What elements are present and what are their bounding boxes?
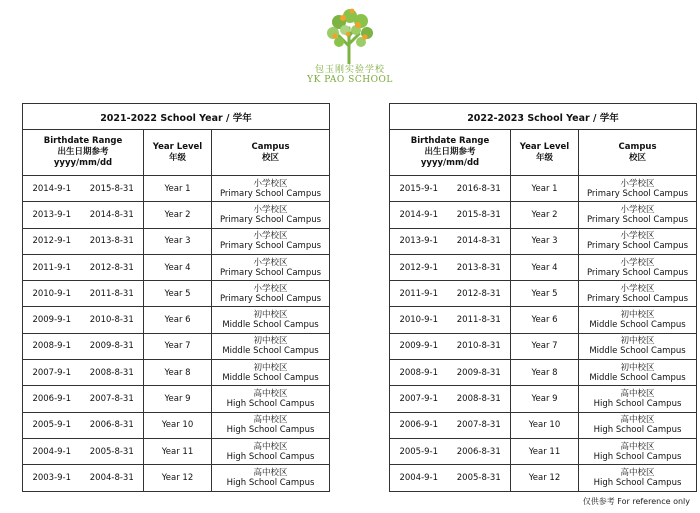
- campus: [212, 254, 330, 280]
- campus: [579, 202, 697, 228]
- campus: [212, 438, 330, 464]
- birthdate-to: 2007-8-31: [448, 412, 511, 438]
- birthdate-to: 2008-8-31: [81, 360, 144, 386]
- birthdate-from: 2005-9-1: [23, 412, 81, 438]
- campus-en: Primary School Campus: [586, 267, 689, 278]
- table-row: [390, 228, 697, 254]
- year-level: Year 4: [511, 254, 579, 280]
- birthdate-from: 2013-9-1: [390, 228, 448, 254]
- birthdate-header: Birthdate Range 出生日期参考 yyyy/mm/dd: [390, 130, 511, 176]
- campus-cn: 高中校区: [620, 415, 655, 426]
- birthdate-from: 2009-9-1: [390, 333, 448, 359]
- campus: [212, 307, 330, 333]
- year-level: Year 7: [144, 333, 212, 359]
- birthdate-from: 2007-9-1: [390, 386, 448, 412]
- campus-cn: 高中校区: [620, 467, 655, 478]
- campus: [579, 412, 697, 438]
- campus: [579, 228, 697, 254]
- campus-en: Primary School Campus: [219, 188, 322, 199]
- campus-cn: 小学校区: [253, 204, 288, 215]
- campus-cn: 高中校区: [253, 467, 288, 478]
- birthdate-to: 2015-8-31: [448, 202, 511, 228]
- campus-en: High School Campus: [226, 477, 315, 488]
- campus-en: Primary School Campus: [219, 293, 322, 304]
- campus-cn: 小学校区: [253, 257, 288, 268]
- campus-en: Primary School Campus: [586, 241, 689, 252]
- year-level: Year 3: [511, 228, 579, 254]
- campus-en: High School Campus: [593, 399, 682, 410]
- campus-cn: 小学校区: [253, 178, 288, 189]
- campus-en: Primary School Campus: [586, 293, 689, 304]
- campus-cn: 初中校区: [253, 362, 288, 373]
- campus-cn: 高中校区: [253, 389, 288, 400]
- campus: [212, 386, 330, 412]
- campus: [579, 465, 697, 491]
- table-row: [390, 333, 697, 359]
- birthdate-from: 2005-9-1: [390, 438, 448, 464]
- table-row: [23, 465, 330, 491]
- table-row: [23, 228, 330, 254]
- campus-cn: 初中校区: [620, 336, 655, 347]
- birthdate-to: 2006-8-31: [81, 412, 144, 438]
- birthdate-to: 2010-8-31: [448, 333, 511, 359]
- table-row: [23, 360, 330, 386]
- campus-en: High School Campus: [226, 451, 315, 462]
- year-level: Year 2: [511, 202, 579, 228]
- birthdate-from: 2008-9-1: [390, 360, 448, 386]
- campus: [212, 228, 330, 254]
- birthdate-to: 2011-8-31: [448, 307, 511, 333]
- table-2022-2023: [389, 103, 697, 492]
- campus-header: Campus 校区: [212, 130, 330, 176]
- birthdate-from: 2006-9-1: [390, 412, 448, 438]
- year-level: Year 9: [144, 386, 212, 412]
- campus: [212, 412, 330, 438]
- birthdate-from: 2007-9-1: [23, 360, 81, 386]
- table-row: [390, 465, 697, 491]
- birthdate-from: 2014-9-1: [23, 176, 81, 202]
- campus-en: High School Campus: [593, 451, 682, 462]
- birthdate-to: 2016-8-31: [448, 176, 511, 202]
- table-row: [390, 412, 697, 438]
- campus: [579, 254, 697, 280]
- campus: [212, 333, 330, 359]
- campus-cn: 初中校区: [253, 310, 288, 321]
- table-row: [23, 438, 330, 464]
- birthdate-to: 2005-8-31: [448, 465, 511, 491]
- reference-note: 仅供参考 For reference only: [582, 497, 690, 506]
- birthdate-header: Birthdate Range 出生日期参考 yyyy/mm/dd: [23, 130, 144, 176]
- birthdate-to: 2005-8-31: [81, 438, 144, 464]
- birthdate-from: 2012-9-1: [23, 228, 81, 254]
- table-row: [23, 202, 330, 228]
- birthdate-from: 2011-9-1: [390, 281, 448, 307]
- table-2021-2022: [22, 103, 330, 492]
- campus: [579, 176, 697, 202]
- birthdate-to: 2012-8-31: [81, 254, 144, 280]
- birthdate-from: 2004-9-1: [23, 438, 81, 464]
- table-row: [23, 333, 330, 359]
- table-row: [23, 386, 330, 412]
- birthdate-to: 2012-8-31: [448, 281, 511, 307]
- birthdate-to: 2011-8-31: [81, 281, 144, 307]
- campus-en: Primary School Campus: [586, 188, 689, 199]
- birthdate-from: 2006-9-1: [23, 386, 81, 412]
- campus-en: Middle School Campus: [589, 320, 686, 331]
- birthdate-to: 2013-8-31: [81, 228, 144, 254]
- campus: [579, 281, 697, 307]
- campus-cn: 初中校区: [620, 362, 655, 373]
- campus-cn: 高中校区: [620, 441, 655, 452]
- year-level: Year 11: [511, 438, 579, 464]
- campus: [579, 333, 697, 359]
- tree-logo-icon: [325, 6, 375, 64]
- campus-cn: 小学校区: [253, 231, 288, 242]
- birthdate-to: 2013-8-31: [448, 254, 511, 280]
- birthdate-from: 2010-9-1: [390, 307, 448, 333]
- campus-en: High School Campus: [593, 425, 682, 436]
- campus-en: Primary School Campus: [219, 214, 322, 225]
- year-level: Year 8: [511, 360, 579, 386]
- campus-cn: 小学校区: [620, 231, 655, 242]
- year-level: Year 1: [511, 176, 579, 202]
- campus-cn: 小学校区: [620, 257, 655, 268]
- year-level-header: Year Level 年级: [144, 130, 212, 176]
- table-body: [23, 176, 330, 492]
- campus: [579, 386, 697, 412]
- table-title: 2022-2023 School Year / 学年: [390, 104, 697, 130]
- table-row: [390, 281, 697, 307]
- year-level: Year 9: [511, 386, 579, 412]
- year-level: Year 6: [144, 307, 212, 333]
- birthdate-from: 2003-9-1: [23, 465, 81, 491]
- birthdate-to: 2007-8-31: [81, 386, 144, 412]
- birthdate-from: 2012-9-1: [390, 254, 448, 280]
- campus-cn: 初中校区: [620, 310, 655, 321]
- birthdate-to: 2015-8-31: [81, 176, 144, 202]
- campus-cn: 小学校区: [620, 178, 655, 189]
- campus: [579, 438, 697, 464]
- campus-cn: 初中校区: [253, 336, 288, 347]
- birthdate-from: 2009-9-1: [23, 307, 81, 333]
- campus-en: Middle School Campus: [589, 346, 686, 357]
- year-level: Year 12: [511, 465, 579, 491]
- birthdate-to: 2014-8-31: [81, 202, 144, 228]
- campus: [212, 360, 330, 386]
- year-level: Year 12: [144, 465, 212, 491]
- campus: [579, 307, 697, 333]
- campus-en: Middle School Campus: [222, 346, 319, 357]
- birthdate-from: 2015-9-1: [390, 176, 448, 202]
- year-level: Year 5: [511, 281, 579, 307]
- campus-en: Middle School Campus: [222, 320, 319, 331]
- birthdate-to: 2009-8-31: [448, 360, 511, 386]
- year-level: Year 2: [144, 202, 212, 228]
- campus-cn: 小学校区: [620, 283, 655, 294]
- table-row: [23, 254, 330, 280]
- table-row: [23, 176, 330, 202]
- year-level: Year 7: [511, 333, 579, 359]
- birthdate-from: 2014-9-1: [390, 202, 448, 228]
- year-level-header: Year Level 年级: [511, 130, 579, 176]
- campus: [579, 360, 697, 386]
- school-name-en: YK PAO SCHOOL: [307, 75, 393, 85]
- campus-en: High School Campus: [226, 425, 315, 436]
- table-row: [390, 254, 697, 280]
- year-level: Year 10: [511, 412, 579, 438]
- year-level: Year 4: [144, 254, 212, 280]
- campus-en: Primary School Campus: [219, 241, 322, 252]
- year-level: Year 8: [144, 360, 212, 386]
- campus-cn: 高中校区: [253, 415, 288, 426]
- year-level: Year 5: [144, 281, 212, 307]
- birthdate-from: 2010-9-1: [23, 281, 81, 307]
- campus-cn: 高中校区: [253, 441, 288, 452]
- table-row: [390, 386, 697, 412]
- campus: [212, 176, 330, 202]
- campus-en: Middle School Campus: [222, 372, 319, 383]
- birthdate-to: 2009-8-31: [81, 333, 144, 359]
- campus-en: Middle School Campus: [589, 372, 686, 383]
- table-row: [23, 281, 330, 307]
- year-level: Year 11: [144, 438, 212, 464]
- campus-en: High School Campus: [593, 477, 682, 488]
- birthdate-to: 2006-8-31: [448, 438, 511, 464]
- birthdate-to: 2008-8-31: [448, 386, 511, 412]
- birthdate-from: 2013-9-1: [23, 202, 81, 228]
- campus-cn: 高中校区: [620, 389, 655, 400]
- school-name-cn: 包玉刚实验学校: [314, 65, 385, 75]
- campus-cn: 小学校区: [620, 204, 655, 215]
- table-row: [23, 307, 330, 333]
- campus-en: Primary School Campus: [219, 267, 322, 278]
- table-title: 2021-2022 School Year / 学年: [23, 104, 330, 130]
- table-body: [390, 176, 697, 492]
- year-level: Year 3: [144, 228, 212, 254]
- birthdate-from: 2008-9-1: [23, 333, 81, 359]
- table-row: [390, 202, 697, 228]
- birthdate-to: 2010-8-31: [81, 307, 144, 333]
- birthdate-from: 2011-9-1: [23, 254, 81, 280]
- year-level: Year 6: [511, 307, 579, 333]
- campus: [212, 202, 330, 228]
- campus-en: Primary School Campus: [586, 214, 689, 225]
- campus-en: High School Campus: [226, 399, 315, 410]
- campus-header: Campus 校区: [579, 130, 697, 176]
- year-level: Year 10: [144, 412, 212, 438]
- table-row: [390, 438, 697, 464]
- campus-cn: 小学校区: [253, 283, 288, 294]
- birthdate-to: 2004-8-31: [81, 465, 144, 491]
- table-row: [390, 360, 697, 386]
- year-level: Year 1: [144, 176, 212, 202]
- campus: [212, 465, 330, 491]
- school-logo: [300, 6, 400, 90]
- table-row: [23, 412, 330, 438]
- birthdate-from: 2004-9-1: [390, 465, 448, 491]
- table-row: [390, 307, 697, 333]
- birthdate-to: 2014-8-31: [448, 228, 511, 254]
- table-row: [390, 176, 697, 202]
- campus: [212, 281, 330, 307]
